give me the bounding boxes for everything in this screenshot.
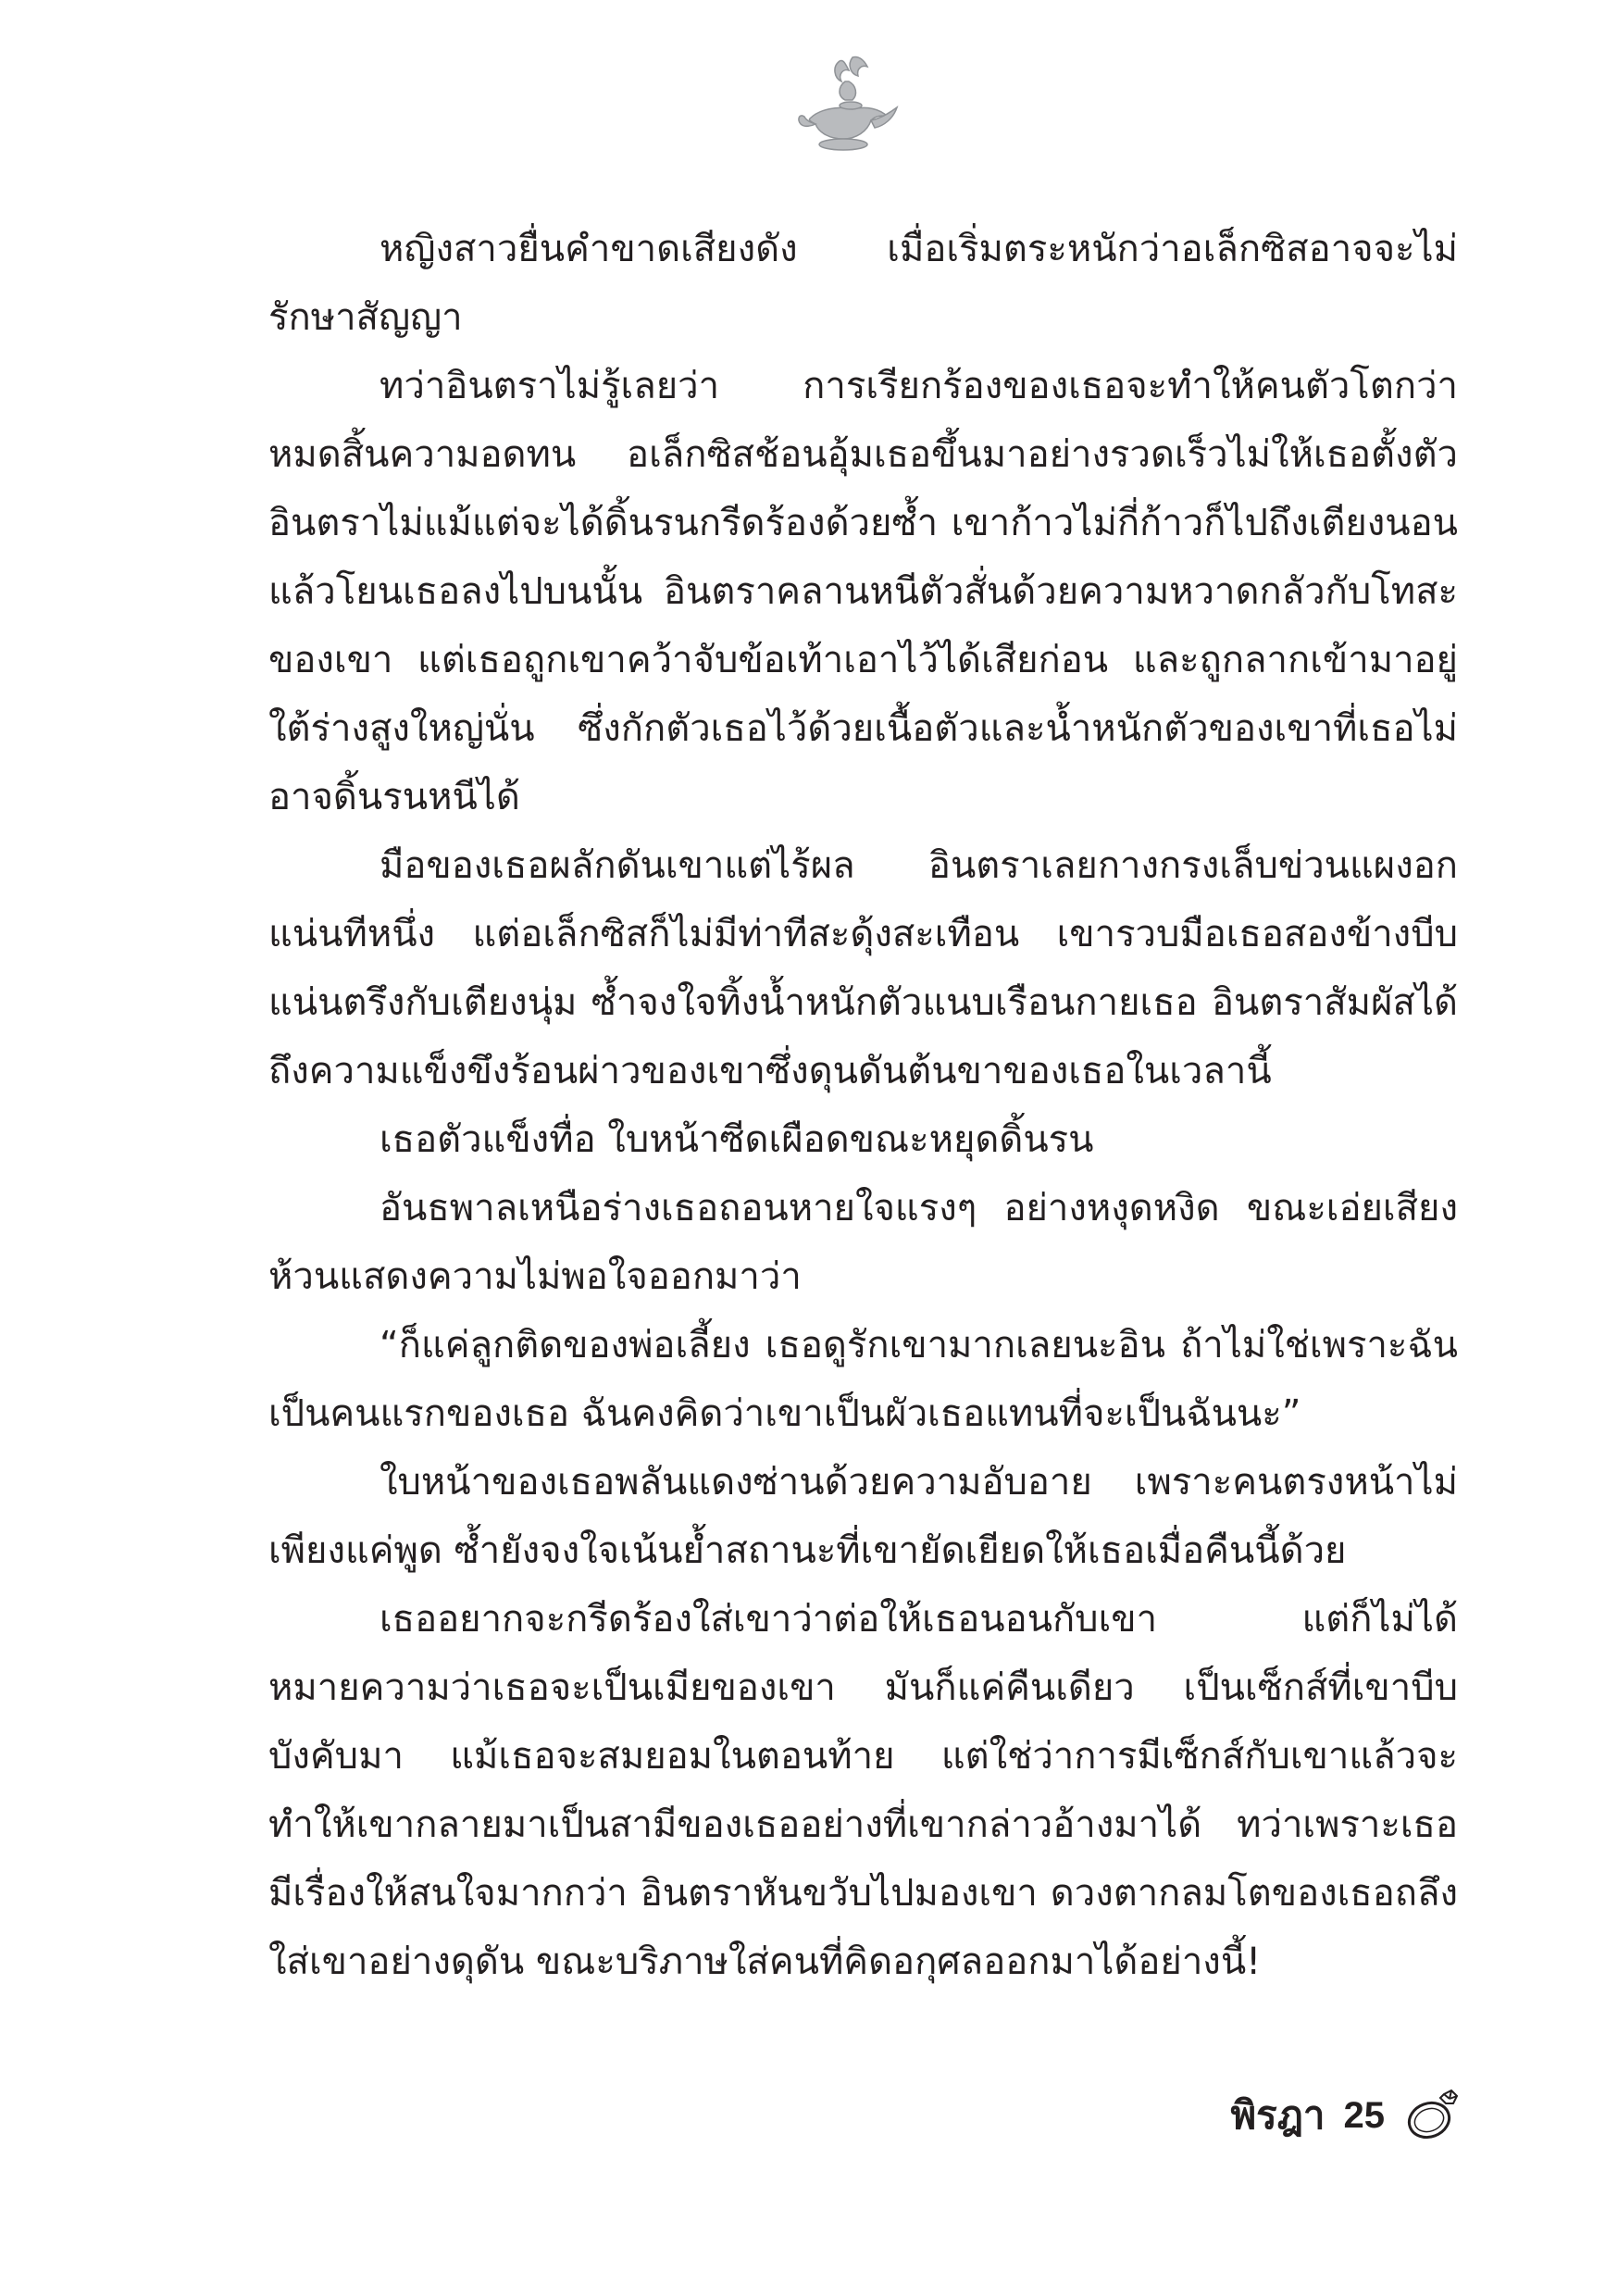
paragraph: อันธพาลเหนือร่างเธอถอนหายใจแรงๆ อย่างหงุดหงิด ขณะเอ่ยเสียงห้วนแสดงความไม่พอใจออกมาว่า — [268, 1187, 1458, 1298]
page-number: 25 — [1343, 2094, 1385, 2136]
paragraph: เธออยากจะกรีดร้องใส่เขาว่าต่อให้เธอนอนกับเขา แต่ก็ไม่ได้หมายความว่าเธอจะเป็นเมียของเขา มันก็แค่คืนเดียว เป็นเซ็กส์ที่เขาบีบบังคับมา แม้เธอจะสมยอมในตอนท้าย แต่ใช่ว่าการมีเซ็กส์กับเขาแล้วจะทำให้เขากลายมาเป็นสามีของเธออย่างที่เขากล่าวอ้างมาได้ ทว่าเพราะเธอมีเรื่องให้สนใจมากกว่า อินตราหันขวับไปมองเขา ดวงตากลมโตของเธอถลึงใส่เขาอย่างดุดัน ขณะบริภาษใส่คนที่คิดอกุศลออกมาได้อย่างนี้! — [268, 1598, 1458, 1983]
paragraph: ทว่าอินตราไม่รู้เลยว่า การเรียกร้องของเธอจะทำให้คนตัวโตกว่าหมดสิ้นความอดทน อเล็กซิสช้อนอุ้มเธอขึ้นมาอย่างรวดเร็วไม่ให้เธอตั้งตัว อินตราไม่แม้แต่จะได้ดิ้นรนกรีดร้องด้วยซ้ำ เขาก้าวไม่กี่ก้าวก็ไปถึงเตียงนอน แล้วโยนเธอลงไปบนนั้น อินตราคลานหนีตัวสั่นด้วยความหวาดกลัวกับโทสะของเขา แต่เธอถูกเขาคว้าจับข้อเท้าเอาไว้ได้เสียก่อน และถูกลากเข้ามาอยู่ใต้ร่างสูงใหญ่นั่น ซึ่งกักตัวเธอไว้ด้วยเนื้อตัวและน้ำหนักตัวของเขาที่เธอไม่อาจดิ้นรนหนีได้ — [268, 365, 1458, 818]
author-name: พิรฎา — [1230, 2092, 1326, 2138]
paragraph: หญิงสาวยื่นคำขาดเสียงดัง เมื่อเริ่มตระหนักว่าอเล็กซิสอาจจะไม่รักษาสัญญา — [268, 228, 1458, 339]
page-footer — [1230, 2088, 1461, 2143]
paragraph: ใบหน้าของเธอพลันแดงซ่านด้วยความอับอาย เพราะคนตรงหน้าไม่เพียงแค่พูด ซ้ำยังจงใจเน้นย้ำสถานะที่เขายัดเยียดให้เธอเมื่อคืนนี้ด้วย — [268, 1461, 1458, 1572]
body-text — [268, 215, 1458, 1996]
paragraph: มือของเธอผลักดันเขาแต่ไร้ผล อินตราเลยกางกรงเล็บข่วนแผงอกแน่นทีหนึ่ง แต่อเล็กซิสก็ไม่มีท่าทีสะดุ้งสะเทือน เขารวบมือเธอสองข้างบีบแน่นตรึงกับเตียงนุ่ม ซ้ำจงใจทิ้งน้ำหนักตัวแนบเรือนกายเธอ อินตราสัมผัสได้ถึงความแข็งขึงร้อนผ่าวของเขาซึ่งดุนดันต้นขาของเธอในเวลานี้ — [268, 844, 1458, 1092]
paragraph: เธอตัวแข็งทื่อ ใบหน้าซีดเผือดขณะหยุดดิ้นรน — [380, 1118, 1094, 1161]
genie-lamp-icon — [791, 54, 902, 156]
ring-icon — [1403, 2087, 1461, 2144]
paragraph: “ก็แค่ลูกติดของพ่อเลี้ยง เธอดูรักเขามากเลยนะอิน ถ้าไม่ใช่เพราะฉันเป็นคนแรกของเธอ ฉันคงคิดว่าเขาเป็นผัวเธอแทนที่จะเป็นฉันนะ” — [268, 1324, 1458, 1435]
